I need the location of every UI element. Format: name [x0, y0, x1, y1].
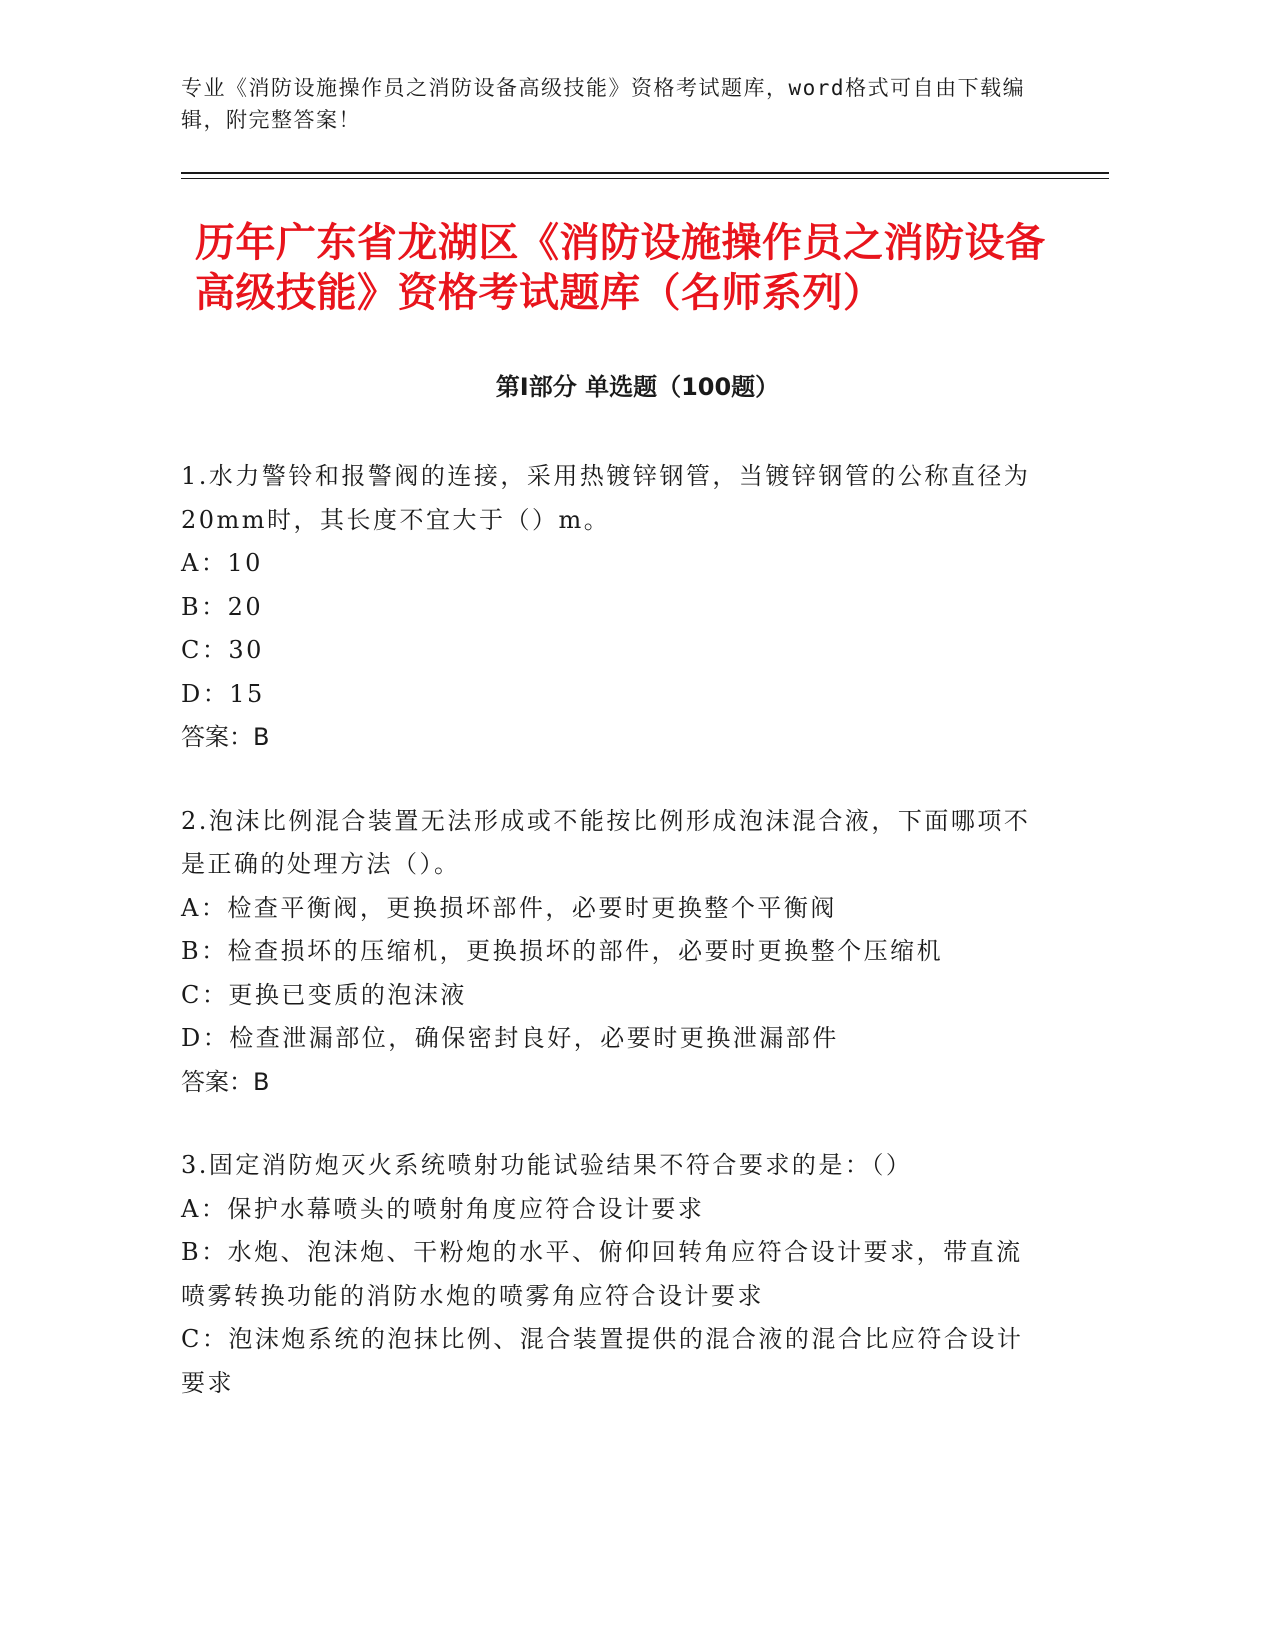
option-a: A：保护水幕喷头的喷射角度应符合设计要求: [181, 1194, 705, 1223]
answer: 答案：B: [181, 1067, 270, 1096]
header-note: 专业《消防设施操作员之消防设备高级技能》资格考试题库，word格式可自由下载编辑，附完整答案！: [181, 76, 1026, 132]
document-title: 历年广东省龙湖区《消防设施操作员之消防设备高级技能》资格考试题库（名师系列）: [195, 220, 1046, 316]
header-divider-thick: [181, 172, 1109, 174]
question-3: [181, 1144, 1041, 1405]
question-stem: 1.水力警铃和报警阀的连接，采用热镀锌钢管，当镀锌钢管的公称直径为20mm时，其长度不宜大于（）m。: [181, 462, 1031, 534]
option-a: A：10: [181, 549, 263, 577]
option-b: B：20: [181, 592, 264, 621]
option-b: B：水炮、泡沫炮、干粉炮的水平、俯仰回转角应符合设计要求，带直流喷雾转换功能的消防水炮的喷雾角应符合设计要求: [181, 1238, 1023, 1310]
question-list: [181, 455, 1041, 1445]
option-a: A：检查平衡阀，更换损坏部件，必要时更换整个平衡阀: [181, 893, 837, 922]
question-1: [181, 455, 1041, 760]
option-b: B：检查损坏的压缩机，更换损坏的部件，必要时更换整个压缩机: [181, 937, 944, 965]
answer: 答案：B: [181, 723, 270, 751]
header-divider-thin: [181, 178, 1109, 179]
section-title: 第Ⅰ部分 单选题（100题）: [495, 373, 780, 401]
question-stem: 2.泡沫比例混合装置无法形成或不能按比例形成泡沫混合液，下面哪项不是正确的处理方法（）。: [181, 806, 1031, 878]
option-d: D：检查泄漏部位，确保密封良好，必要时更换泄漏部件: [181, 1024, 839, 1052]
option-c: C：30: [181, 636, 264, 664]
option-c: C：泡沫炮系统的泡抹比例、混合装置提供的混合液的混合比应符合设计要求: [181, 1325, 1024, 1397]
option-d: D：15: [181, 679, 265, 708]
option-c: C：更换已变质的泡沫液: [181, 980, 467, 1009]
question-stem: 3.固定消防炮灭火系统喷射功能试验结果不符合要求的是：（）: [181, 1151, 913, 1179]
question-2: [181, 800, 1041, 1105]
